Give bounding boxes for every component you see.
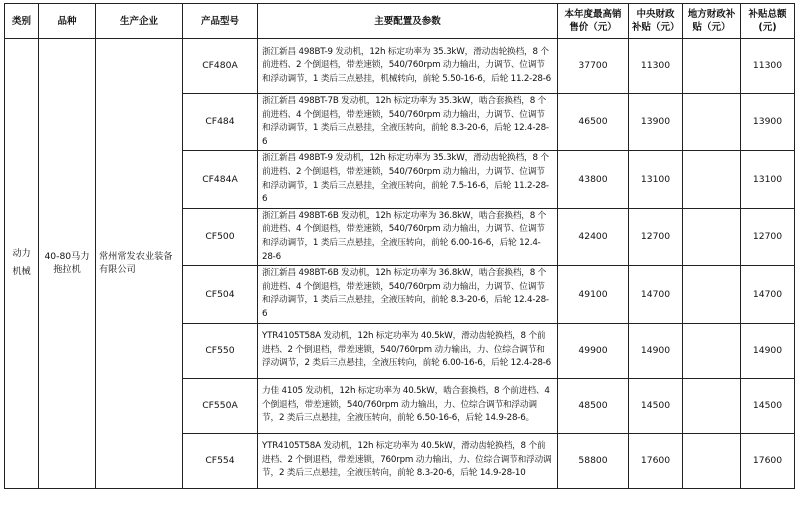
total-subsidy-cell: 11300 bbox=[741, 39, 795, 94]
spec-cell: 浙江新昌 498BT-6B 发动机，12h 标定功率为 36.8kW，啮合套换档，8 个前进档、4 个倒退档，带差速锁，540/760rpm 动力输出，力调节、位调节和浮动调节，1 类后三点悬挂，全液压转向，前轮 6.00-16-6，后轮 12.4-28-6 bbox=[258, 208, 558, 265]
category-text: 动力机械 bbox=[12, 248, 31, 278]
total-subsidy-cell: 13900 bbox=[741, 94, 795, 151]
header-model: 产品型号 bbox=[183, 4, 258, 39]
price-cell: 49900 bbox=[558, 323, 629, 378]
model-cell: CF554 bbox=[183, 433, 258, 488]
price-cell: 43800 bbox=[558, 151, 629, 208]
price-cell: 46500 bbox=[558, 94, 629, 151]
central-subsidy-cell: 13900 bbox=[629, 94, 683, 151]
total-subsidy-cell: 14700 bbox=[741, 266, 795, 323]
spec-cell: 浙江新昌 498BT-9 发动机，12h 标定功率为 35.3kW，滑动齿轮换档，8 个前进档、2 个倒退档，带差速锁，540/760rpm 动力输出，力调节、位调节和浮动调节，1 类后三点悬挂，全液压转向，前轮 7.5-16-6，后轮 11.2-28-6 bbox=[258, 151, 558, 208]
total-subsidy-cell: 14500 bbox=[741, 378, 795, 433]
model-cell: CF480A bbox=[183, 39, 258, 94]
price-cell: 42400 bbox=[558, 208, 629, 265]
header-max-price: 本年度最高销售价（元） bbox=[558, 4, 629, 39]
total-subsidy-cell: 12700 bbox=[741, 208, 795, 265]
model-cell: CF504 bbox=[183, 266, 258, 323]
header-row bbox=[5, 4, 795, 39]
header-manufacturer: 生产企业 bbox=[96, 4, 183, 39]
price-cell: 37700 bbox=[558, 39, 629, 94]
central-subsidy-cell: 11300 bbox=[629, 39, 683, 94]
local-subsidy-cell bbox=[683, 94, 741, 151]
header-central-subsidy: 中央财政补贴（元） bbox=[629, 4, 683, 39]
local-subsidy-cell bbox=[683, 323, 741, 378]
local-subsidy-cell bbox=[683, 378, 741, 433]
header-local-subsidy: 地方财政补贴（元） bbox=[683, 4, 741, 39]
central-subsidy-cell: 17600 bbox=[629, 433, 683, 488]
header-spec: 主要配置及参数 bbox=[258, 4, 558, 39]
total-subsidy-cell: 17600 bbox=[741, 433, 795, 488]
spec-cell: 浙江新昌 498BT-6B 发动机，12h 标定功率为 36.8kW，啮合套换档，8 个前进档、4 个倒退档，带差速锁，540/760rpm 动力输出，力调节、位调节和浮动调节，1 类后三点悬挂，全液压转向，前轮 8.3-20-6，后轮 12.4-28-6 bbox=[258, 266, 558, 323]
model-cell: CF500 bbox=[183, 208, 258, 265]
header-variety: 品种 bbox=[39, 4, 96, 39]
category-cell bbox=[5, 39, 39, 489]
local-subsidy-cell bbox=[683, 266, 741, 323]
price-cell: 49100 bbox=[558, 266, 629, 323]
spec-cell: 力佳 4105 发动机，12h 标定功率为 40.5kW，啮合套换档，8 个前进档、4 个倒退档，带差速锁，540/760rpm 动力输出，力、位综合调节和浮动调节，2 类后三点悬挂，全液压转向，前轮 6.50-16-6，后轮 14.9-28-6。 bbox=[258, 378, 558, 433]
model-cell: CF484A bbox=[183, 151, 258, 208]
local-subsidy-cell bbox=[683, 208, 741, 265]
header-total-subsidy: 补贴总额(元) bbox=[741, 4, 795, 39]
variety-cell: 40-80马力拖拉机 bbox=[39, 39, 96, 489]
local-subsidy-cell bbox=[683, 151, 741, 208]
header-category: 类别 bbox=[5, 4, 39, 39]
model-cell: CF550A bbox=[183, 378, 258, 433]
spec-cell: 浙江新昌 498BT-7B 发动机，12h 标定功率为 35.3kW，啮合套换档，8 个前进档、4 个倒退档，带差速锁，540/760rpm 动力输出，力调节、位调节和浮动调节，1 类后三点悬挂，全液压转向，前轮 8.3-20-6，后轮 12.4-28-6 bbox=[258, 94, 558, 151]
model-cell: CF484 bbox=[183, 94, 258, 151]
spec-cell: 浙江新昌 498BT-9 发动机，12h 标定功率为 35.3kW，滑动齿轮换档，8 个前进档、2 个倒退档，带差速锁，540/760rpm 动力输出，力调节、位调节和浮动调节，1 类后三点悬挂，机械转向，前轮 5.50-16-6，后轮 11.2-28-6 bbox=[258, 39, 558, 94]
subsidy-table bbox=[4, 3, 795, 489]
price-cell: 58800 bbox=[558, 433, 629, 488]
local-subsidy-cell bbox=[683, 39, 741, 94]
model-cell: CF550 bbox=[183, 323, 258, 378]
spec-cell: YTR4105T58A 发动机，12h 标定功率为 40.5kW，滑动齿轮换档，8 个前进档、2 个倒退档，带差速锁，540/760rpm 动力输出，力、位综合调节和浮动调节，2 类后三点悬挂，全液压转向，前轮 6.00-16-6，后轮 12.4-28-6 bbox=[258, 323, 558, 378]
central-subsidy-cell: 12700 bbox=[629, 208, 683, 265]
price-cell: 48500 bbox=[558, 378, 629, 433]
table-row bbox=[5, 39, 795, 94]
central-subsidy-cell: 13100 bbox=[629, 151, 683, 208]
total-subsidy-cell: 14900 bbox=[741, 323, 795, 378]
local-subsidy-cell bbox=[683, 433, 741, 488]
central-subsidy-cell: 14900 bbox=[629, 323, 683, 378]
total-subsidy-cell: 13100 bbox=[741, 151, 795, 208]
manufacturer-cell: 常州常发农业装备有限公司 bbox=[96, 39, 183, 489]
central-subsidy-cell: 14700 bbox=[629, 266, 683, 323]
central-subsidy-cell: 14500 bbox=[629, 378, 683, 433]
spec-cell: YTR4105T58A 发动机，12h 标定功率为 40.5kW，滑动齿轮换档，8 个前进档、2 个倒退档，带差速锁，760rpm 动力输出，力、位综合调节和浮动调节，2 类后三点悬挂，全液压转向，前轮 8.3-20-6，后轮 14.9-28-10 bbox=[258, 433, 558, 488]
